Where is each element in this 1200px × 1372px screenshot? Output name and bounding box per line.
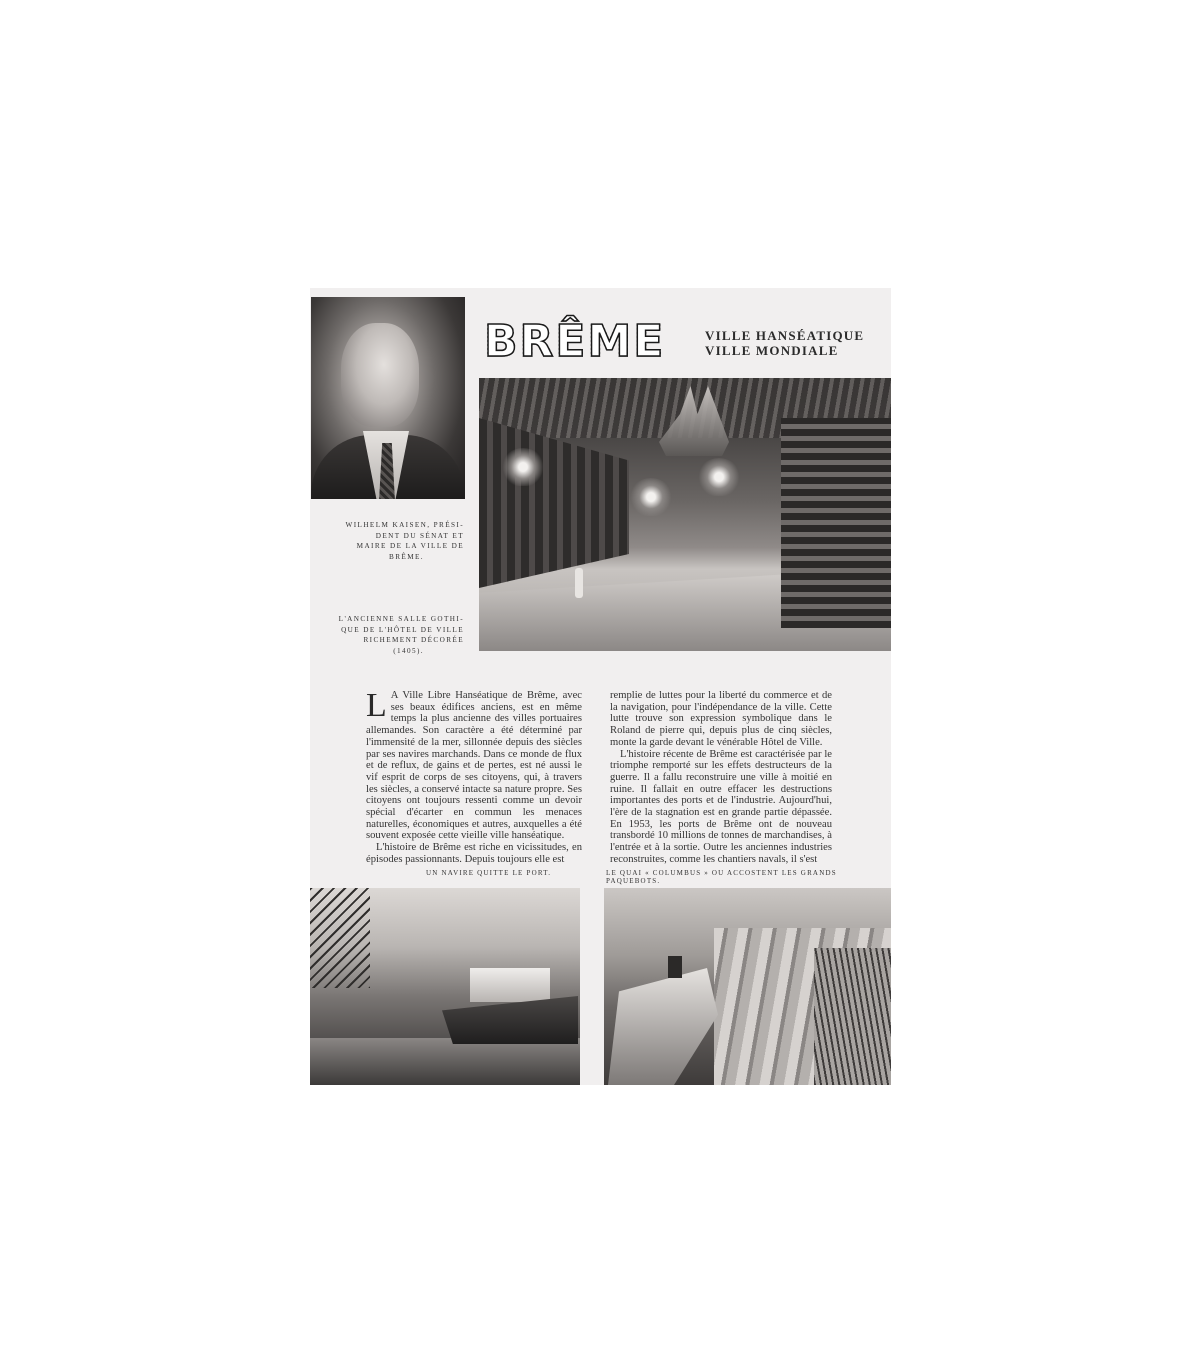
hall-carved-portal xyxy=(781,418,891,628)
ship-right-caption: LE QUAI « COLUMBUS » OU ACCOSTENT LES GRANDS PAQUEBOTS. xyxy=(606,869,837,885)
page-subtitle xyxy=(705,328,864,358)
liner-funnel xyxy=(668,956,682,978)
harbour-water xyxy=(310,1038,580,1085)
ship-leaving-port-photo xyxy=(310,888,580,1085)
hall-wall-left xyxy=(479,418,629,588)
portrait-face xyxy=(341,323,419,427)
magazine-page xyxy=(310,288,891,1085)
drop-cap: L xyxy=(366,687,387,724)
subtitle-line-1: VILLE HANSÉATIQUE xyxy=(705,328,865,343)
caption-line: RICHEMENT DÉCORÉE xyxy=(363,636,464,644)
article-column-1 xyxy=(366,687,582,866)
portrait-caption xyxy=(332,520,464,562)
caption-line: MAIRE DE LA VILLE DE xyxy=(356,542,464,550)
chandelier xyxy=(629,478,673,516)
caption-line: WILHELM KAISEN, PRÉSI- xyxy=(345,521,464,529)
crane xyxy=(310,888,370,988)
rail-tracks xyxy=(814,948,891,1085)
ship-superstructure xyxy=(470,968,550,1002)
caption-line: (1405). xyxy=(393,646,424,655)
columbus-quay-photo xyxy=(604,888,891,1085)
paragraph: L'histoire de Brême est riche en vicissitudes, en épisodes passionnants. Depuis toujours elle est xyxy=(366,842,582,865)
gothic-hall-photo xyxy=(479,378,891,651)
paragraph: A Ville Libre Hanséatique de Brême, avec ses beaux édifices anciens, est en même temps la plus ancienne des villes portuaires allemandes. Son caractère a été déterminé par l'immensité de la mer, sillonnée depuis des siècles par ses navires marchands. Dans ce monde de flux et de reflux, de gains et de pertes, est né aussi le vif esprit de corps de ses citoyens, qui, à travers les siècles, a conservé intacte sa nature propre. Ses citoyens ont toujours ressenti comme un devoir spécial d'écarter en commun les menaces naturelles, économiques et autres, auxquelles a été souvent exposée cette vieille ville hanséatique. xyxy=(366,690,582,842)
ocean-liner xyxy=(608,968,718,1085)
caption-line: QUE DE L'HÔTEL DE VILLE xyxy=(341,625,464,634)
subtitle-line-2: VILLE MONDIALE xyxy=(705,343,839,358)
caption-line: BRÊME. xyxy=(389,552,424,561)
ship-left-caption: UN NAVIRE QUITTE LE PORT. xyxy=(426,869,552,877)
caption-line: DENT DU SÉNAT ET xyxy=(375,531,464,540)
paragraph: remplie de luttes pour la liberté du commerce et de la navigation, pour l'indépendance de la ville. Cette lutte trouve son expression symbolique dans le Roland de pierre qui, depuis plus de cinq siècles, monte la garde devant le vénérable Hôtel de Ville. xyxy=(610,690,832,748)
chandelier xyxy=(697,458,741,496)
ship-hull xyxy=(442,996,578,1044)
caption-line: L'ANCIENNE SALLE GOTHI- xyxy=(338,615,464,623)
chandelier xyxy=(501,448,545,486)
hall-caption xyxy=(332,614,464,656)
portrait-photo xyxy=(311,297,465,499)
hall-figure xyxy=(575,568,583,598)
paragraph: L'histoire récente de Brême est caractérisée par le triomphe remporté sur les effets destructeurs de la guerre. Il a fallu reconstruire une ville à moitié en ruine. Il fallait en outre effacer les destructions importantes des ports et de l'industrie. Aujourd'hui, l'ère de la stagnation est en grande partie dépassée. En 1953, les ports de Brême ont de nouveau transbordé 10 millions de tonnes de marchandises, à l'entrée et à la sortie. Outre les anciennes industries reconstruites, comme les chantiers navals, il s'est xyxy=(610,748,832,865)
page-title: BRÊME xyxy=(484,316,666,367)
article-column-2 xyxy=(610,690,832,866)
